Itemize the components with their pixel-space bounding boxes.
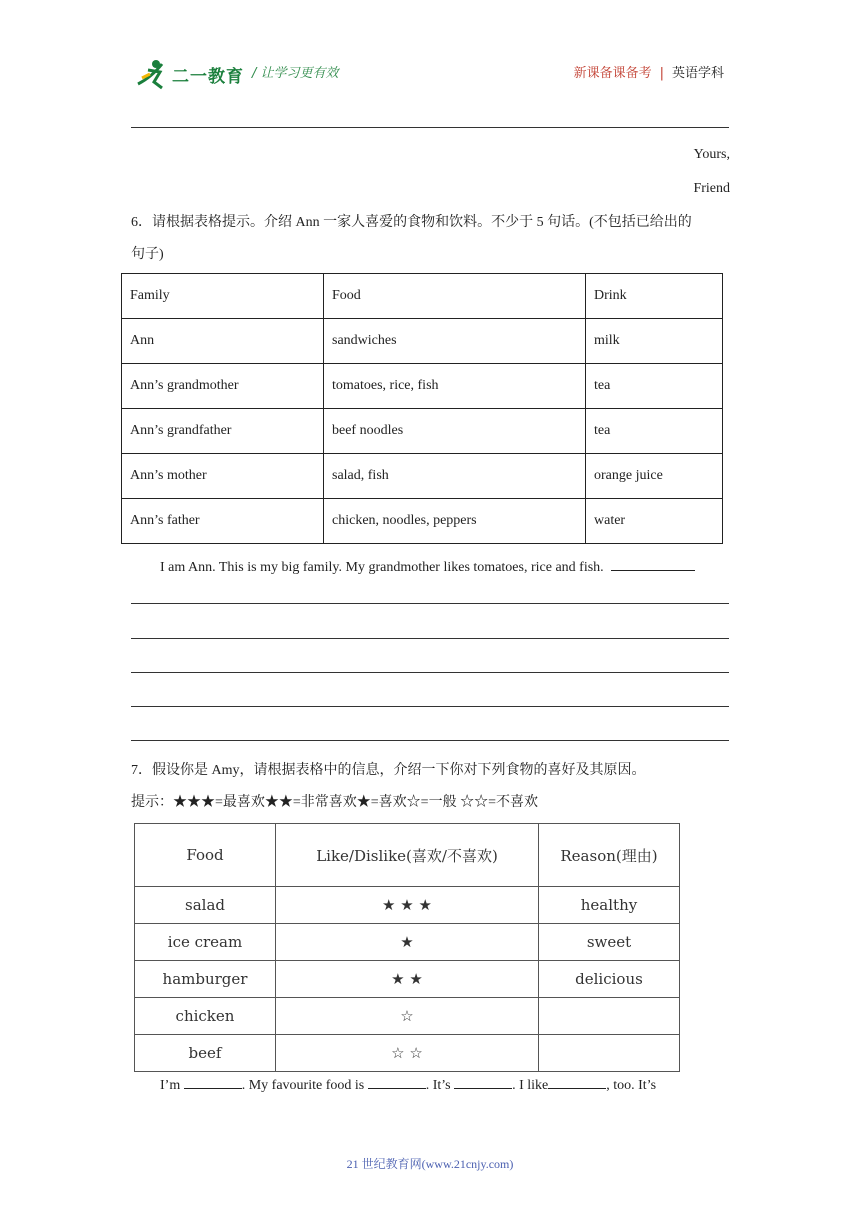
- q6-starter-text: I am Ann. This is my big family. My grandmother likes tomatoes, rice and fish.: [160, 560, 604, 575]
- rating-stars: ★: [276, 924, 539, 961]
- letter-signature: Friend: [693, 181, 730, 196]
- table-header-cell: Like/Dislike(喜欢/不喜欢): [276, 824, 539, 887]
- q7-reason-blank[interactable]: [454, 1074, 512, 1089]
- q6-answer-line[interactable]: [131, 603, 729, 604]
- letter-closing: Yours,: [693, 147, 730, 162]
- brand-slogan: / 让学习更有效: [252, 66, 339, 81]
- table-row: [122, 499, 723, 544]
- q7-fill-text: I’m: [160, 1078, 184, 1093]
- table-cell: [539, 1035, 680, 1072]
- table-row: [135, 887, 680, 924]
- q7-fill-text: , too. It’s: [606, 1078, 657, 1093]
- table-cell: Ann’s grandmother: [122, 364, 324, 409]
- table-row: [135, 924, 680, 961]
- table-cell: healthy: [539, 887, 680, 924]
- q7-fill-text: . I like: [512, 1078, 549, 1093]
- q6-prompt-line1: 6．请根据表格提示。介绍 Ann 一家人喜爱的食物和饮料。不少于 5 句话。(不包括已给出的: [131, 215, 692, 230]
- table-cell: delicious: [539, 961, 680, 998]
- table-row: [122, 409, 723, 454]
- q7-favourite-food-blank[interactable]: [368, 1074, 426, 1089]
- q6-answer-line[interactable]: [131, 672, 729, 673]
- table-row: [122, 319, 723, 364]
- table-cell: Ann’s grandfather: [122, 409, 324, 454]
- rating-stars: ★ ★ ★: [276, 887, 539, 924]
- header-subject: [574, 62, 724, 81]
- q6-starter-sentence: [160, 556, 695, 578]
- table-cell: orange juice: [586, 454, 723, 499]
- q6-prompt-line2: 句子): [131, 247, 164, 262]
- header-separator: |: [659, 66, 664, 81]
- table-cell: sweet: [539, 924, 680, 961]
- q7-food-preference-table: [134, 823, 680, 1072]
- table-cell: tea: [586, 364, 723, 409]
- table-cell: salad: [135, 887, 276, 924]
- q7-second-food-blank[interactable]: [548, 1074, 606, 1089]
- table-cell: Ann’s father: [122, 499, 324, 544]
- q6-answer-line[interactable]: [131, 706, 729, 707]
- rating-stars: ☆: [276, 998, 539, 1035]
- table-cell: beef: [135, 1035, 276, 1072]
- table-cell: salad, fish: [324, 454, 586, 499]
- table-cell: Ann: [122, 319, 324, 364]
- table-cell: water: [586, 499, 723, 544]
- q6-family-table: [121, 273, 723, 544]
- q6-answer-line[interactable]: [131, 638, 729, 639]
- table-cell: ice cream: [135, 924, 276, 961]
- table-row: [135, 1035, 680, 1072]
- table-header-cell: Food: [324, 274, 586, 319]
- rating-stars: ★ ★: [276, 961, 539, 998]
- table-cell: sandwiches: [324, 319, 586, 364]
- answer-line: [131, 127, 729, 128]
- q7-fill-text: . My favourite food is: [241, 1078, 368, 1093]
- table-header-row: [135, 824, 680, 887]
- table-row: [135, 961, 680, 998]
- table-cell: chicken, noodles, peppers: [324, 499, 586, 544]
- table-cell: hamburger: [135, 961, 276, 998]
- table-cell: tomatoes, rice, fish: [324, 364, 586, 409]
- table-row: [122, 454, 723, 499]
- table-cell: beef noodles: [324, 409, 586, 454]
- q7-prompt: 7．假设你是 Amy，请根据表格中的信息，介绍一下你对下列食物的喜好及其原因。: [131, 763, 646, 778]
- q7-name-blank[interactable]: [184, 1074, 242, 1089]
- table-cell: milk: [586, 319, 723, 364]
- q6-answer-blank[interactable]: [611, 556, 695, 571]
- table-cell: Ann’s mother: [122, 454, 324, 499]
- table-header-cell: Family: [122, 274, 324, 319]
- brand-logo-text: 二一教育: [172, 67, 244, 87]
- table-header-cell: Drink: [586, 274, 723, 319]
- table-row: [122, 364, 723, 409]
- q7-fill-sentence: [160, 1074, 656, 1096]
- header-subject-label: 英语学科: [671, 66, 724, 81]
- table-header-cell: Food: [135, 824, 276, 887]
- table-row: [135, 998, 680, 1035]
- table-header-row: [122, 274, 723, 319]
- q7-fill-text: . It’s: [425, 1078, 455, 1093]
- page-footer: 21 世纪教育网(www.21cnjy.com): [346, 1157, 514, 1171]
- table-cell: [539, 998, 680, 1035]
- q6-answer-line[interactable]: [131, 740, 729, 741]
- rating-stars: ☆ ☆: [276, 1035, 539, 1072]
- q7-hint: 提示：★★★=最喜欢★★=非常喜欢★=喜欢☆=一般 ☆☆=不喜欢: [131, 795, 538, 810]
- table-cell: chicken: [135, 998, 276, 1035]
- table-cell: tea: [586, 409, 723, 454]
- table-header-cell: Reason(理由): [539, 824, 680, 887]
- header-course-label: 新课备课备考: [573, 66, 652, 81]
